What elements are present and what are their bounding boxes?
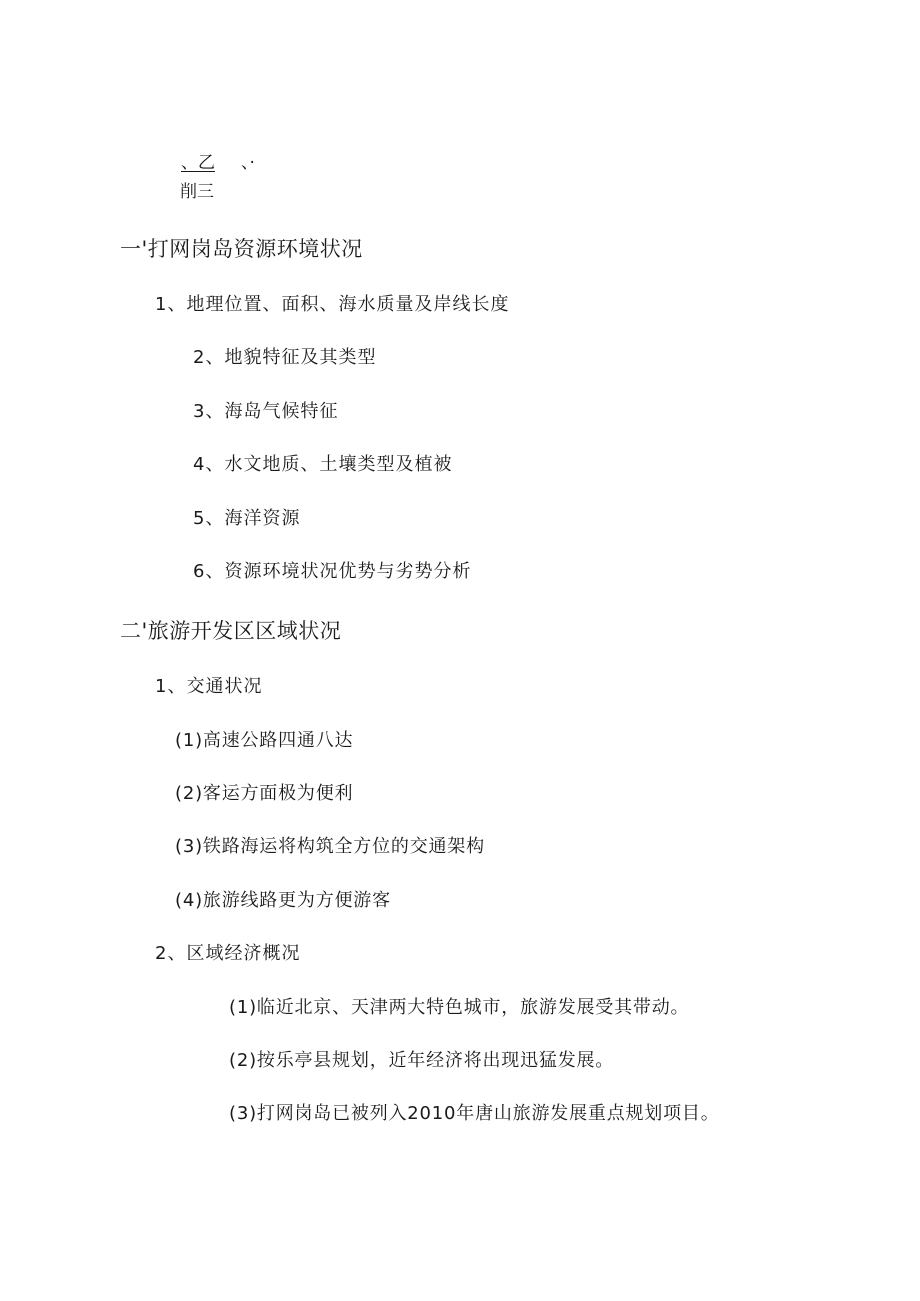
header-fragment: 削三: [180, 182, 214, 202]
list-item: 3、海岛气候特征: [193, 401, 339, 422]
sub-list-item: (3)打网岗岛已被列入2010年唐山旅游发展重点规划项目。: [229, 1103, 720, 1124]
header-fragment: 、·: [241, 153, 255, 173]
sub-list-item: (3)铁路海运将构筑全方位的交通架构: [175, 836, 485, 857]
sub-list-item: (2)按乐亭县规划，近年经济将出现迅猛发展。: [229, 1050, 615, 1071]
header-fragment: 、乙: [181, 153, 215, 173]
list-item: 2、地貌特征及其类型: [193, 347, 377, 368]
list-item: 2、区域经济概况: [155, 943, 301, 964]
list-item: 1、地理位置、面积、海水质量及岸线长度: [155, 294, 510, 315]
section-title: 一'打网岗岛资源环境状况: [120, 237, 363, 261]
sub-list-item: (4)旅游线路更为方便游客: [175, 890, 391, 911]
list-item: 6、资源环境状况优势与劣势分析: [193, 561, 472, 582]
section-title: 二'旅游开发区区域状况: [120, 619, 342, 643]
sub-list-item: (2)客运方面极为便利: [175, 783, 354, 804]
list-item: 5、海洋资源: [193, 508, 301, 529]
sub-list-item: (1)临近北京、天津两大特色城市，旅游发展受其带动。: [229, 997, 690, 1018]
list-item: 1、交通状况: [155, 676, 263, 697]
sub-list-item: (1)高速公路四通八达: [175, 730, 354, 751]
list-item: 4、水文地质、土壤类型及植被: [193, 454, 453, 475]
